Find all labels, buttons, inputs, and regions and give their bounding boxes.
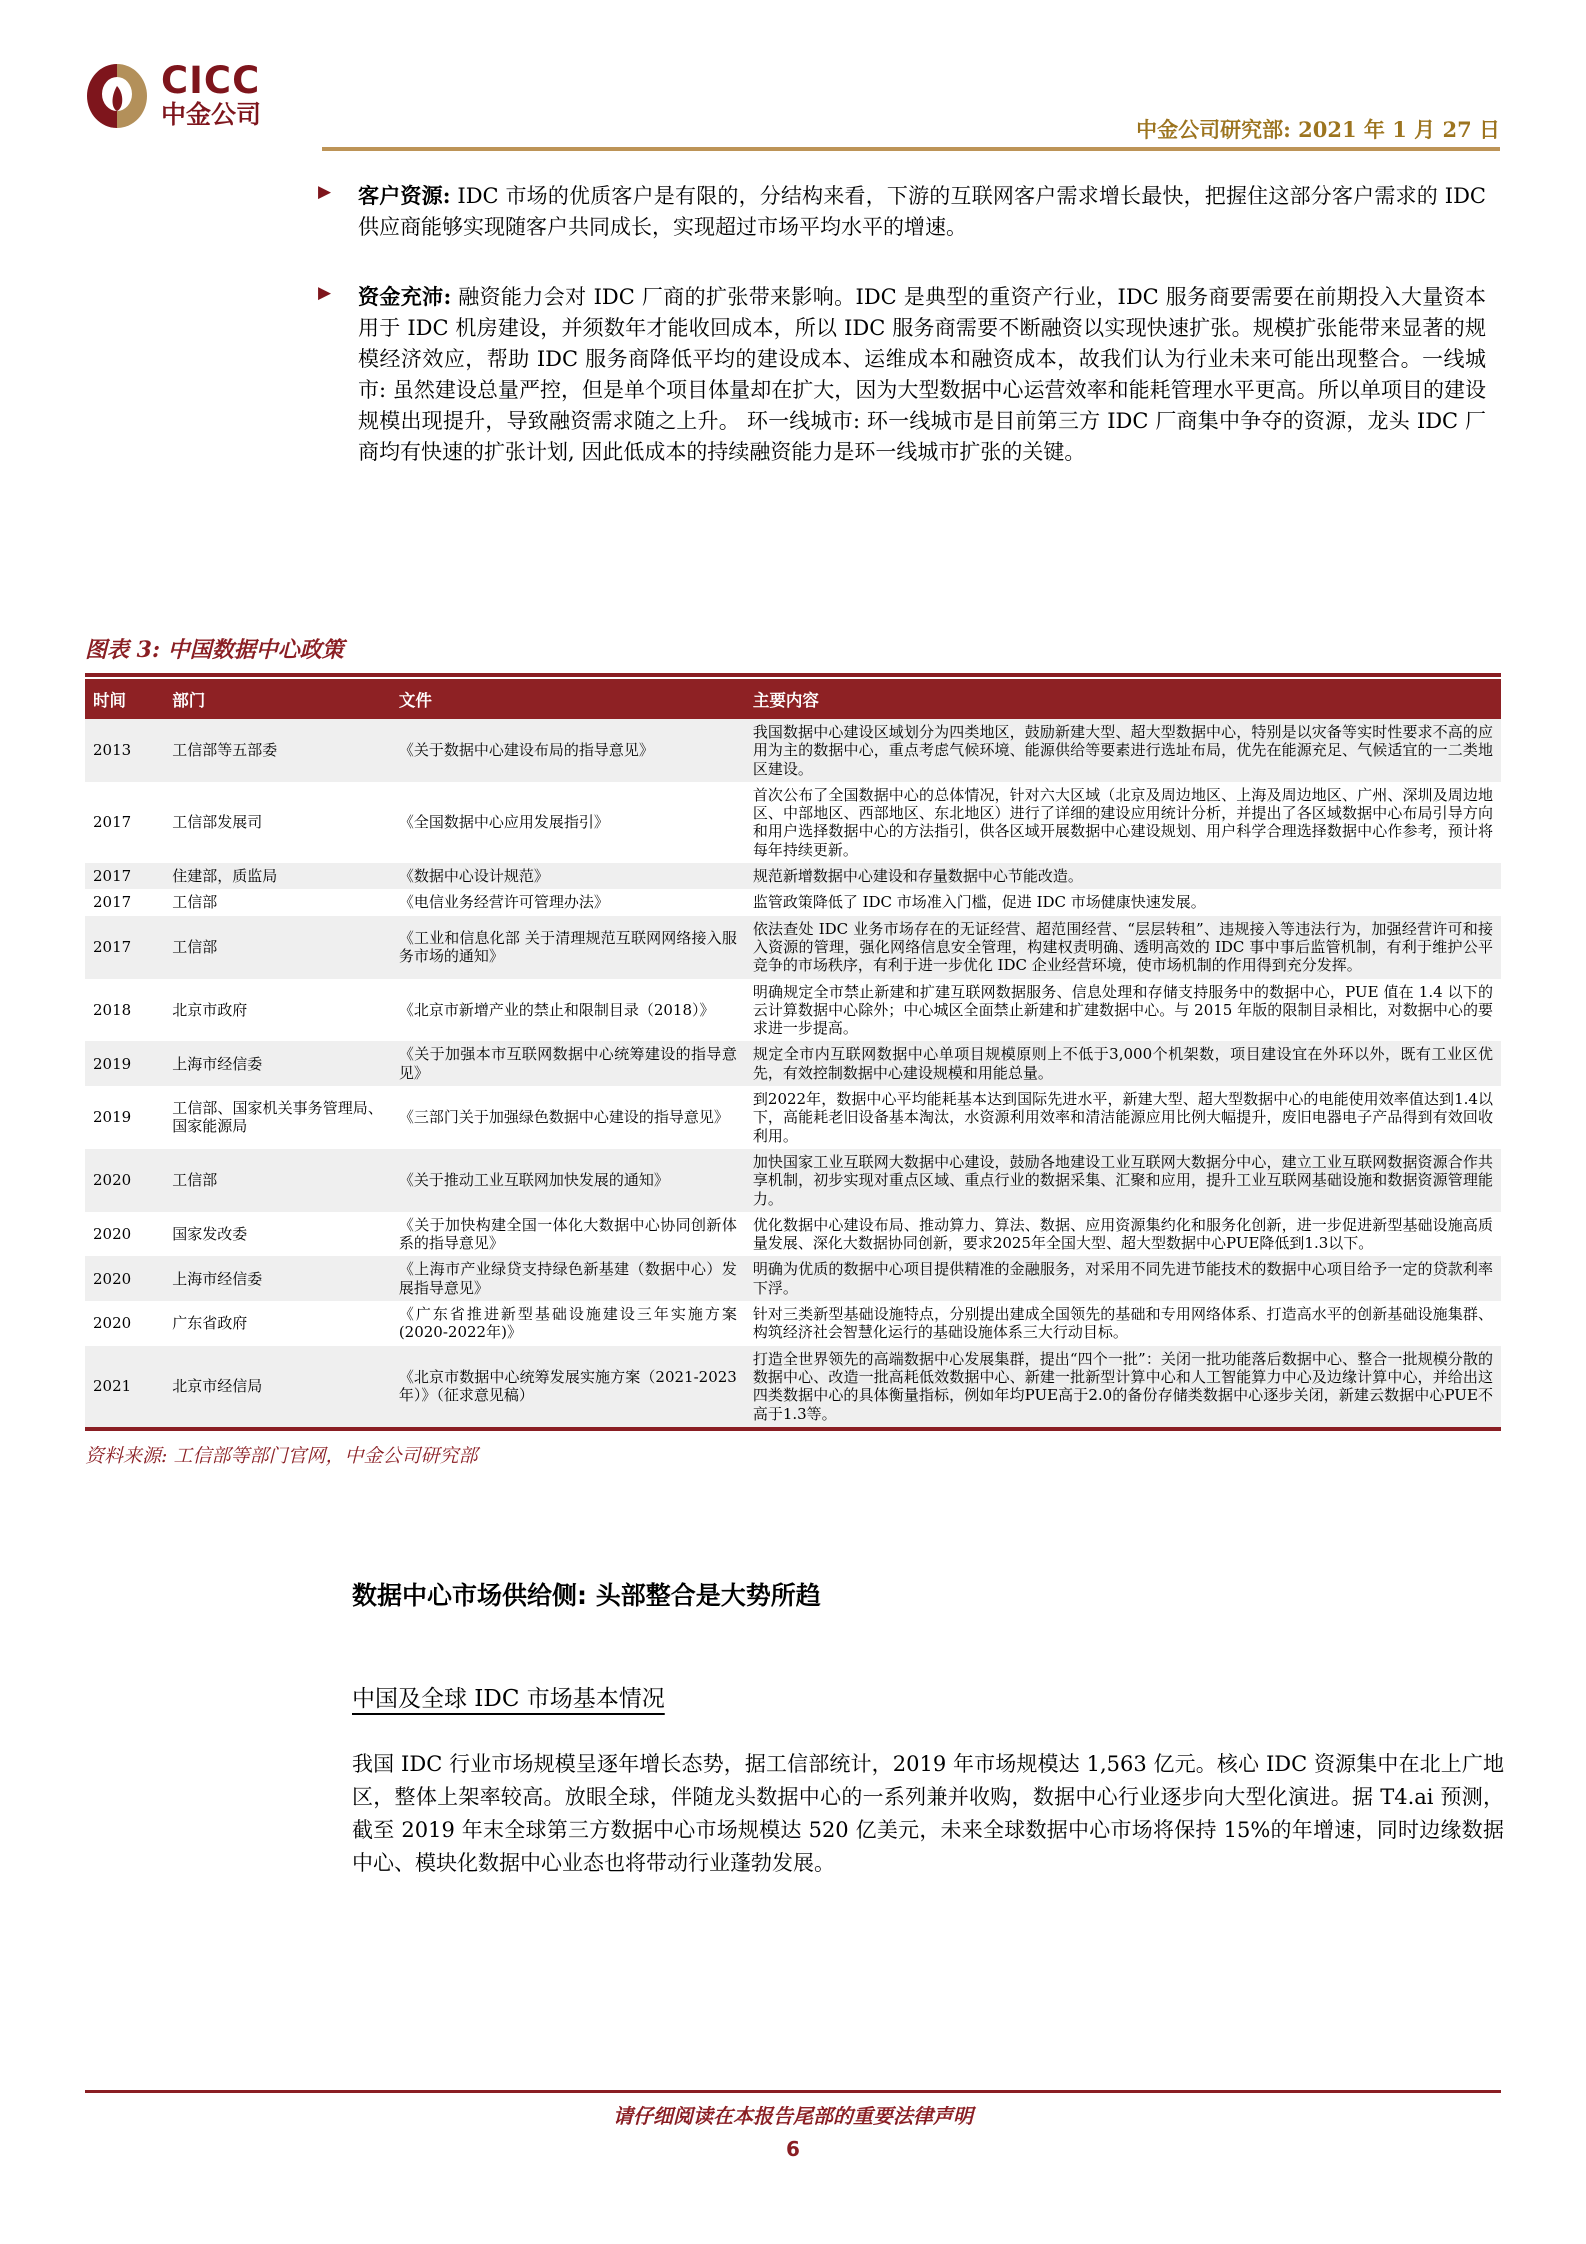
policy-doc: 《广东省推进新型基础设施建设三年实施方案(2020-2022年)》 bbox=[398, 1305, 737, 1342]
header-divider bbox=[322, 147, 1500, 151]
policy-year: 2019 bbox=[85, 1041, 164, 1086]
table-row bbox=[85, 1149, 1501, 1212]
col-header-dept: 部门 bbox=[164, 679, 391, 719]
triangle-bullet-icon: ▶ bbox=[318, 283, 332, 303]
table-row bbox=[85, 1086, 1501, 1149]
figure-3-policy-table bbox=[85, 633, 1501, 1468]
policy-content: 规定全市内互联网数据中心单项目规模原则上不低于3,000个机架数，项目建设宜在外环以外，既有工业区优先，有效控制数据中心建设规模和用能总量。 bbox=[745, 1041, 1501, 1086]
policy-content: 针对三类新型基础设施特点，分别提出建成全国领先的基础和专用网络体系、打造高水平的创新基础设施集群、构筑经济社会智慧化运行的基础设施体系三大行动目标。 bbox=[752, 1305, 1493, 1342]
cicc-logo-icon bbox=[85, 62, 149, 134]
figure-title: 图表 3: 中国数据中心政策 bbox=[85, 637, 344, 663]
figure-title-divider bbox=[85, 673, 1501, 677]
table-row bbox=[85, 1256, 1501, 1301]
policy-doc: 《关于加快构建全国一体化大数据中心协同创新体系的指导意见》 bbox=[398, 1215, 737, 1253]
policy-year: 2017 bbox=[85, 916, 164, 979]
table-row bbox=[85, 863, 1501, 889]
logo-text-cn: 中金公司 bbox=[161, 99, 262, 129]
table-row bbox=[85, 1346, 1501, 1429]
policy-doc: 《北京市数据中心统筹发展实施方案（2021-2023年）》（征求意见稿） bbox=[391, 1346, 745, 1429]
policy-dept: 工信部、国家机关事务管理局、国家能源局 bbox=[172, 1099, 383, 1136]
bullet-text bbox=[358, 281, 1486, 468]
section-heading: 数据中心市场供给侧: 头部整合是大势所趋 bbox=[352, 1581, 821, 1610]
policy-doc: 《工业和信息化部 关于清理规范互联网网络接入服务市场的通知》 bbox=[391, 916, 745, 979]
table-row bbox=[85, 1301, 1501, 1346]
subsection-heading: 中国及全球 IDC 市场基本情况 bbox=[352, 1686, 665, 1712]
policy-dept: 上海市经信委 bbox=[164, 1041, 391, 1086]
list-item bbox=[318, 281, 1486, 468]
triangle-bullet-icon: ▶ bbox=[318, 182, 332, 202]
policy-year: 2019 bbox=[93, 1108, 132, 1127]
policy-dept: 住建部，质监局 bbox=[164, 863, 391, 889]
col-header-year: 时间 bbox=[85, 679, 164, 719]
body-paragraph: 我国 IDC 行业市场规模呈逐年增长态势，据工信部统计，2019 年市场规模达 1,563 亿元。核心 IDC 资源集中在北上广地区，整体上架率较高。放眼全球，伴随龙头数据中心的一系列兼并收购，数据中心行业逐步向大型化演进。据 T4.ai 预测，截至 2019 年末全球第三方数据中心市场规模达 520 亿美元，未来全球数据中心市场将保持 15%的年增速，同时边缘数据中心、模块化数据中心业态也将带动行业蓬勃发展。 bbox=[352, 1752, 1504, 1875]
policy-content: 到2022年，数据中心平均能耗基本达到国际先进水平，新建大型、超大型数据中心的电能使用效率值达到1.4以下，高能耗老旧设备基本淘汰，水资源利用效率和清洁能源应用比例大幅提升，废旧电器电子产品得到有效回收利用。 bbox=[752, 1090, 1493, 1145]
policy-year: 2017 bbox=[93, 813, 132, 832]
table-row bbox=[85, 719, 1501, 782]
policy-dept: 工信部 bbox=[164, 916, 391, 979]
policy-doc: 《北京市新增产业的禁止和限制目录（2018）》 bbox=[398, 1000, 715, 1019]
policy-content: 首次公布了全国数据中心的总体情况，针对六大区域（北京及周边地区、上海及周边地区、广州、深圳及周边地区、中部地区、西部地区、东北地区）进行了详细的建设应用统计分析，并提出了各区域数据中心布局引导方向和用户选择数据中心的方法指引，供各区域开展数据中心建设规划、用户科学合理选择数据中心作参考，预计将每年持续更新。 bbox=[752, 785, 1493, 859]
policy-year: 2017 bbox=[93, 893, 132, 912]
policy-doc: 《关于加强本市互联网数据中心统筹建设的指导意见》 bbox=[391, 1041, 745, 1086]
policy-year: 2018 bbox=[93, 1000, 132, 1019]
table-row bbox=[85, 889, 1501, 915]
policy-content: 明确规定全市禁止新建和扩建互联网数据服务、信息处理和存储支持服务中的数据中心，PUE 值在 1.4 以下的云计算数据中心除外；中心城区全面禁止新建和扩建数据中心。与 2015 年版的限制目录相比，对数据中心的要求进一步提高。 bbox=[752, 982, 1493, 1038]
page-number: 6 bbox=[786, 2137, 800, 2161]
bullet-list bbox=[318, 180, 1486, 506]
col-header-doc: 文件 bbox=[391, 679, 745, 719]
logo-text-cicc: CICC bbox=[161, 59, 261, 102]
policy-doc: 《全国数据中心应用发展指引》 bbox=[398, 813, 609, 832]
policy-content: 加快国家工业互联网大数据中心建设，鼓励各地建设工业互联网大数据分中心，建立工业互联网数据资源合作共享机制，初步实现对重点区域、重点行业的数据采集、汇聚和应用，提升工业互联网基础设施和数据资源管理能力。 bbox=[745, 1149, 1501, 1212]
policy-content: 依法查处 IDC 业务市场存在的无证经营、超范围经营、“层层转租”、违规接入等违法行为，加强经营许可和接入资源的管理，强化网络信息安全管理，构建权责明确、透明高效的 IDC 事中事后监管机制，有利于维护公平竞争的市场秩序，有利于进一步优化 IDC 企业经营环境，使市场机制的作用得到充分发挥。 bbox=[745, 916, 1501, 979]
policy-dept: 工信部等五部委 bbox=[164, 719, 391, 782]
policy-table bbox=[85, 679, 1501, 1431]
research-dept-date: 中金公司研究部: 2021 年 1 月 27 日 bbox=[1136, 117, 1500, 142]
table-row bbox=[85, 916, 1501, 979]
policy-doc: 《上海市产业绿贷支持绿色新基建（数据中心）发展指导意见》 bbox=[391, 1256, 745, 1301]
policy-doc: 《关于推动工业互联网加快发展的通知》 bbox=[391, 1149, 745, 1212]
policy-year: 2020 bbox=[85, 1149, 164, 1212]
table-header-row bbox=[85, 679, 1501, 719]
list-item bbox=[318, 180, 1486, 243]
policy-year: 2020 bbox=[93, 1224, 132, 1243]
bullet-body: IDC 市场的优质客户是有限的，分结构来看，下游的互联网客户需求增长最快，把握住这部分客户需求的 IDC 供应商能够实现随客户共同成长，实现超过市场平均水平的增速。 bbox=[358, 184, 1486, 239]
bullet-label: 客户资源: bbox=[358, 183, 451, 208]
policy-year: 2020 bbox=[85, 1256, 164, 1301]
policy-dept: 工信部 bbox=[164, 1149, 391, 1212]
policy-dept: 工信部 bbox=[172, 893, 218, 912]
policy-content: 优化数据中心建设布局、推动算力、算法、数据、应用资源集约化和服务化创新，进一步促进新型基础设施高质量发展、深化大数据协同创新，要求2025年全国大型、超大型数据中心PUE降低到1.3以下。 bbox=[752, 1215, 1493, 1253]
legal-disclaimer: 请仔细阅读在本报告尾部的重要法律声明 bbox=[613, 2104, 973, 2128]
policy-dept: 北京市政府 bbox=[172, 1000, 248, 1019]
policy-content: 规范新增数据中心建设和存量数据中心节能改造。 bbox=[745, 863, 1501, 889]
policy-year: 2013 bbox=[85, 719, 164, 782]
policy-year: 2017 bbox=[85, 863, 164, 889]
policy-content: 明确为优质的数据中心项目提供精准的金融服务，对采用不同先进节能技术的数据中心项目给予一定的贷款利率下浮。 bbox=[745, 1256, 1501, 1301]
bullet-text bbox=[358, 180, 1486, 243]
figure-source-note: 资料来源: 工信部等部门官网，中金公司研究部 bbox=[85, 1444, 478, 1467]
policy-dept: 工信部发展司 bbox=[172, 813, 263, 832]
col-header-content: 主要内容 bbox=[745, 679, 1501, 719]
policy-content: 打造全世界领先的高端数据中心发展集群，提出“四个一批”：关闭一批功能落后数据中心、整合一批规模分散的数据中心、改造一批高耗低效数据中心、新建一批新型计算中心和人工智能算力中心及边缘计算中心，并给出这四类数据中心的具体衡量指标，例如年均PUE高于2.0的备份存储类数据中心逐步关闭，新建云数据中心PUE不高于1.3等。 bbox=[745, 1346, 1501, 1429]
policy-doc: 《三部门关于加强绿色数据中心建设的指导意见》 bbox=[398, 1108, 729, 1127]
policy-content: 监管政策降低了 IDC 市场准入门槛，促进 IDC 市场健康快速发展。 bbox=[752, 893, 1206, 912]
policy-year: 2021 bbox=[85, 1346, 164, 1429]
bullet-label: 资金充沛: bbox=[358, 284, 452, 309]
policy-doc: 《电信业务经营许可管理办法》 bbox=[398, 893, 609, 912]
table-row bbox=[85, 1041, 1501, 1086]
policy-year: 2020 bbox=[93, 1314, 132, 1333]
table-row bbox=[85, 979, 1501, 1042]
policy-content: 我国数据中心建设区域划分为四类地区，鼓励新建大型、超大型数据中心，特别是以灾备等实时性要求不高的应用为主的数据中心，重点考虑气候环境、能源供给等要素进行选址布局，优先在能源充足、气候适宜的一二类地区建设。 bbox=[745, 719, 1501, 782]
policy-doc: 《关于数据中心建设布局的指导意见》 bbox=[391, 719, 745, 782]
policy-doc: 《数据中心设计规范》 bbox=[391, 863, 745, 889]
table-row bbox=[85, 1212, 1501, 1257]
bullet-body: 融资能力会对 IDC 厂商的扩张带来影响。IDC 是典型的重资产行业，IDC 服务商要需要在前期投入大量资本用于 IDC 机房建设，并须数年才能收回成本，所以 IDC 服务商需要不断融资以实现快速扩张。规模扩张能带来显著的规模经济效应，帮助 IDC 服务商降低平均的建设成本、运维成本和融资成本，故我们认为行业未来可能出现整合。一线城市: 虽然建设总量严控，但是单个项目体量却在扩大，因为大型数据中心运营效率和能耗管理水平更高。所以单项目的建设规模出现提升，导致融资需求随之上升。 环一线城市: 环一线城市是目前第三方 IDC 厂商集中争夺的资源，龙头 IDC 厂商均有快速的扩张计划, 因此低成本的持续融资能力是环一线城市扩张的关键。 bbox=[358, 285, 1486, 464]
table-row bbox=[85, 782, 1501, 863]
policy-dept: 国家发改委 bbox=[172, 1224, 248, 1243]
policy-dept: 上海市经信委 bbox=[164, 1256, 391, 1301]
policy-dept: 北京市经信局 bbox=[164, 1346, 391, 1429]
footer-divider bbox=[85, 2090, 1501, 2093]
policy-dept: 广东省政府 bbox=[172, 1314, 248, 1333]
cicc-logo bbox=[85, 59, 262, 134]
